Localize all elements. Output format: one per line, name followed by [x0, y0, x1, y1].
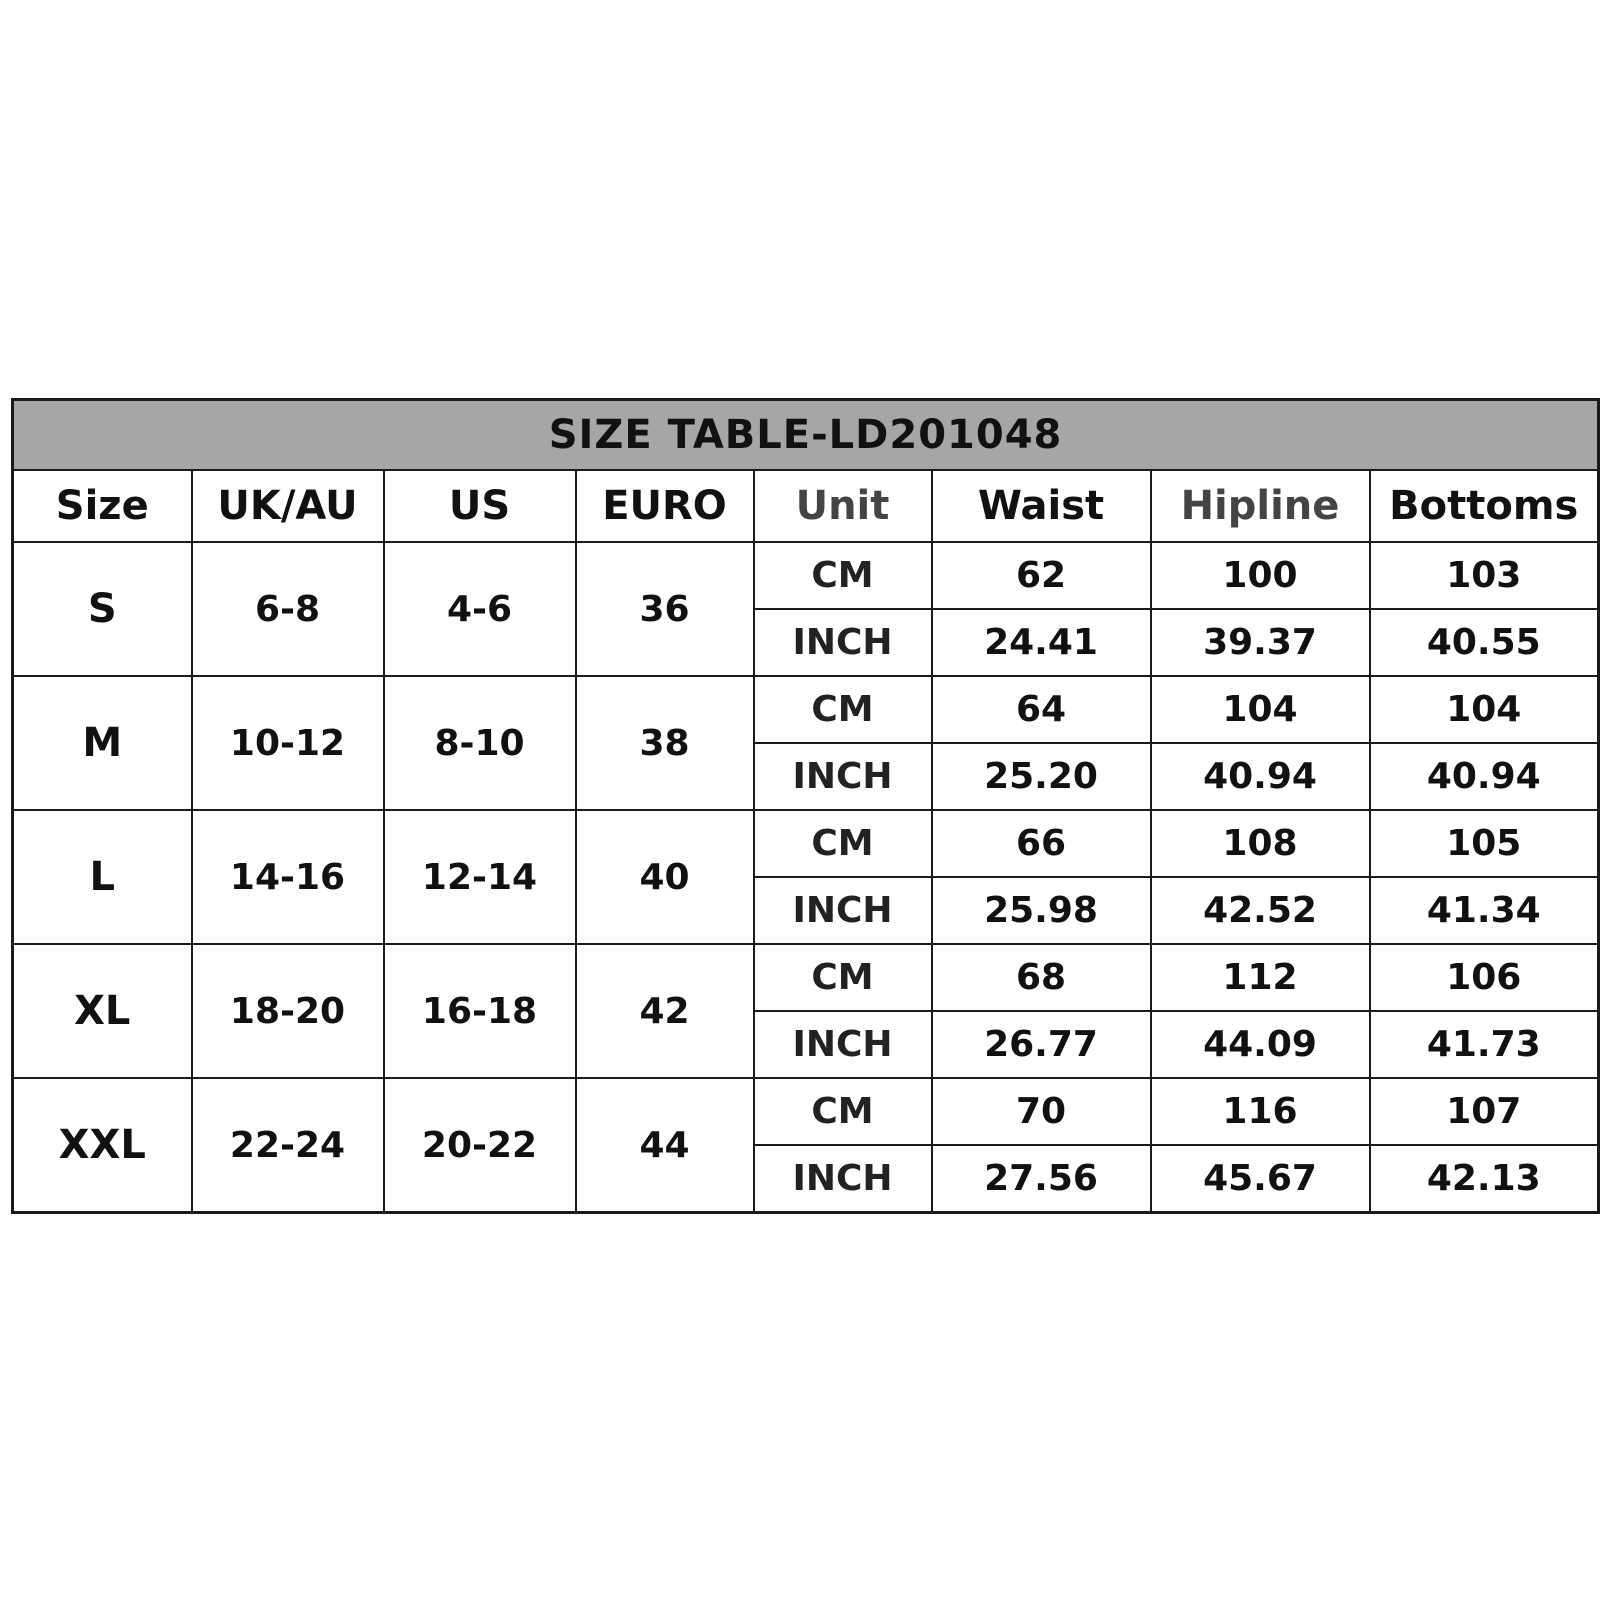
hipline-cell: 100: [1151, 542, 1370, 609]
header-size: Size: [13, 470, 192, 542]
hipline-cell: 44.09: [1151, 1011, 1370, 1078]
euro-cell: 36: [576, 542, 754, 676]
table-row: [13, 1078, 1599, 1145]
size-cell: M: [13, 676, 192, 810]
size-table: [11, 398, 1600, 1214]
bottoms-cell: 104: [1370, 676, 1599, 743]
hipline-cell: 40.94: [1151, 743, 1370, 810]
waist-cell: 27.56: [932, 1145, 1151, 1213]
waist-cell: 62: [932, 542, 1151, 609]
hipline-cell: 45.67: [1151, 1145, 1370, 1213]
bottoms-cell: 41.34: [1370, 877, 1599, 944]
euro-cell: 40: [576, 810, 754, 944]
bottoms-cell: 107: [1370, 1078, 1599, 1145]
us-cell: 8-10: [384, 676, 576, 810]
us-cell: 4-6: [384, 542, 576, 676]
header-uk-au: UK/AU: [192, 470, 384, 542]
table-title: SIZE TABLE-LD201048: [13, 400, 1599, 471]
table-row: [13, 944, 1599, 1011]
hipline-cell: 104: [1151, 676, 1370, 743]
bottoms-cell: 105: [1370, 810, 1599, 877]
waist-cell: 25.98: [932, 877, 1151, 944]
waist-cell: 70: [932, 1078, 1151, 1145]
waist-cell: 68: [932, 944, 1151, 1011]
hipline-cell: 108: [1151, 810, 1370, 877]
table-row: [13, 676, 1599, 743]
uk-au-cell: 10-12: [192, 676, 384, 810]
unit-cell: INCH: [754, 877, 932, 944]
hipline-cell: 39.37: [1151, 609, 1370, 676]
unit-cell: INCH: [754, 1145, 932, 1213]
uk-au-cell: 6-8: [192, 542, 384, 676]
bottoms-cell: 40.55: [1370, 609, 1599, 676]
hipline-cell: 42.52: [1151, 877, 1370, 944]
waist-cell: 25.20: [932, 743, 1151, 810]
header-waist: Waist: [932, 470, 1151, 542]
uk-au-cell: 14-16: [192, 810, 384, 944]
waist-cell: 24.41: [932, 609, 1151, 676]
table-row: [13, 810, 1599, 877]
bottoms-cell: 41.73: [1370, 1011, 1599, 1078]
waist-cell: 26.77: [932, 1011, 1151, 1078]
bottoms-cell: 103: [1370, 542, 1599, 609]
bottoms-cell: 40.94: [1370, 743, 1599, 810]
header-us: US: [384, 470, 576, 542]
unit-cell: INCH: [754, 609, 932, 676]
euro-cell: 38: [576, 676, 754, 810]
us-cell: 20-22: [384, 1078, 576, 1213]
size-cell: XL: [13, 944, 192, 1078]
table-row: [13, 542, 1599, 609]
unit-cell: INCH: [754, 1011, 932, 1078]
header-row: [13, 470, 1599, 542]
euro-cell: 44: [576, 1078, 754, 1213]
bottoms-cell: 42.13: [1370, 1145, 1599, 1213]
unit-cell: CM: [754, 810, 932, 877]
hipline-cell: 116: [1151, 1078, 1370, 1145]
uk-au-cell: 22-24: [192, 1078, 384, 1213]
header-unit: Unit: [754, 470, 932, 542]
title-row: [13, 400, 1599, 471]
hipline-cell: 112: [1151, 944, 1370, 1011]
size-cell: S: [13, 542, 192, 676]
uk-au-cell: 18-20: [192, 944, 384, 1078]
euro-cell: 42: [576, 944, 754, 1078]
size-cell: L: [13, 810, 192, 944]
unit-cell: CM: [754, 1078, 932, 1145]
unit-cell: INCH: [754, 743, 932, 810]
size-cell: XXL: [13, 1078, 192, 1213]
unit-cell: CM: [754, 944, 932, 1011]
unit-cell: CM: [754, 542, 932, 609]
us-cell: 16-18: [384, 944, 576, 1078]
bottoms-cell: 106: [1370, 944, 1599, 1011]
unit-cell: CM: [754, 676, 932, 743]
waist-cell: 64: [932, 676, 1151, 743]
header-hipline: Hipline: [1151, 470, 1370, 542]
header-euro: EURO: [576, 470, 754, 542]
us-cell: 12-14: [384, 810, 576, 944]
header-bottoms: Bottoms: [1370, 470, 1599, 542]
waist-cell: 66: [932, 810, 1151, 877]
